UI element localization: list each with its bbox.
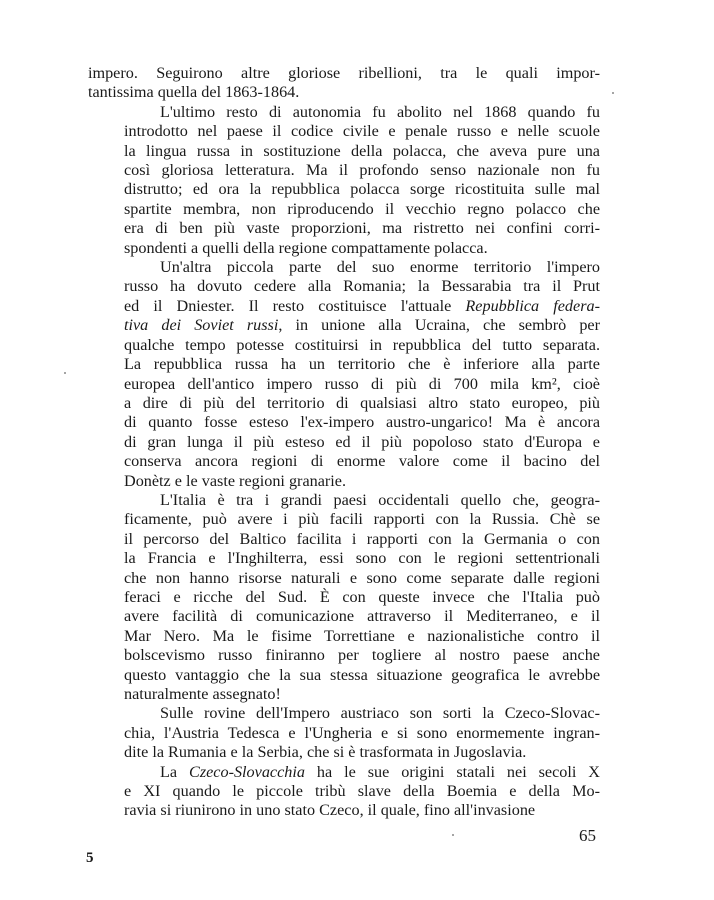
text-segment: introdotto nel paese il codice civile e penale russo e nelle scuole — [124, 122, 600, 141]
paragraph — [88, 258, 600, 491]
text-segment: avere facilità di comunicazione attraverso il Mediterraneo, e il — [124, 607, 600, 626]
paragraph — [88, 103, 600, 258]
text-line — [88, 510, 600, 529]
text-segment: ha le sue origini statali nei secoli X — [304, 762, 601, 781]
text-line — [88, 801, 600, 820]
italic-text: Repubblica federa- — [465, 296, 600, 315]
text-line — [88, 336, 600, 355]
text-line — [88, 549, 600, 568]
text-segment: conserva ancora regioni di enorme valore come il bacino del — [124, 452, 600, 471]
text-segment: impero. Seguirono altre gloriose ribellioni, tra le quali impor- — [88, 64, 600, 82]
text-line — [88, 180, 600, 199]
text-segment: questo vantaggio che la sua stessa situazione geografica le avrebbe — [124, 665, 600, 684]
text-line — [88, 607, 600, 626]
text-line — [88, 142, 600, 161]
text-line — [88, 588, 600, 607]
text-line — [88, 646, 600, 665]
text-segment: ficamente, può avere i più facili rapporti con la Russia. Chè se — [124, 510, 600, 529]
text-segment: di quanto fosse esteso l'ex-impero austro-ungarico! Ma è ancora — [124, 413, 600, 432]
text-segment: ed il Dniester. Il resto costituisce l'attuale — [124, 296, 466, 315]
text-segment: la Francia e l'Inghilterra, essi sono con le regioni settentrionali — [124, 549, 600, 568]
page-number: 65 — [579, 826, 596, 845]
text-segment: naturalmente assegnato! — [124, 685, 281, 703]
text-line — [88, 627, 600, 646]
text-line — [88, 491, 600, 510]
text-line — [88, 413, 600, 432]
paragraph — [88, 763, 600, 821]
text-line — [88, 122, 600, 141]
text-segment: spartite membra, non riproducendo il vecchio regno polacco che — [124, 199, 600, 218]
text-segment: L'ultimo resto di autonomia fu abolito nel 1868 quando fu — [160, 102, 600, 121]
text-segment: Sulle rovine dell'Impero austriaco son sorti la Czeco-Slovac- — [160, 704, 600, 723]
print-speck — [64, 372, 66, 374]
text-segment: e XI quando le piccole tribù slave della Boemia e della Mo- — [124, 782, 600, 801]
text-segment: chia, l'Austria Tedesca e l'Ungheria e si sono enormemente ingran- — [124, 723, 600, 742]
text-segment: tantissima quella del 1863-1864. — [88, 83, 300, 102]
text-line — [88, 375, 600, 394]
text-line — [88, 433, 600, 452]
text-segment: così gloriosa letteratura. Ma il profondo senso nazionale non fu — [124, 161, 600, 180]
text-segment: ravia si riunirono in uno stato Czeco, il quale, fino all'invasione — [124, 801, 536, 820]
text-line — [88, 200, 600, 219]
text-line — [88, 394, 600, 413]
text-segment: spondenti a quelli della regione compattamente polacca. — [124, 238, 488, 257]
text-segment: Mar Nero. Ma le fisime Torrettiane e nazionalistiche contro il — [124, 626, 600, 645]
text-segment: la lingua russa in sostituzione della polacca, che aveva pure una — [124, 141, 600, 160]
text-line — [88, 161, 600, 180]
text-line — [88, 763, 600, 782]
text-segment: a dire di più del territorio di qualsiasi altro stato europeo, più — [124, 393, 600, 412]
text-line — [88, 782, 600, 801]
italic-text: Czeco-Slovacchia — [189, 762, 305, 781]
text-line — [88, 239, 600, 258]
text-line — [88, 277, 600, 296]
text-line — [88, 297, 600, 316]
body-text — [88, 64, 600, 821]
text-segment: L'Italia è tra i grandi paesi occidentali quello che, geogra- — [160, 490, 600, 509]
paragraph — [88, 704, 600, 762]
text-line — [88, 569, 600, 588]
text-line — [88, 472, 600, 491]
text-line — [88, 666, 600, 685]
text-line — [88, 743, 600, 762]
print-speck — [452, 834, 454, 836]
text-segment: era di ben più vaste proporzioni, ma ristretto nei confini corri- — [124, 219, 600, 238]
text-segment: La repubblica russa ha un territorio che è inferiore alla parte — [124, 355, 600, 374]
text-line — [88, 103, 600, 122]
paragraph — [88, 64, 600, 103]
text-segment: russo ha dovuto cedere alla Romania; la Bessarabia tra il Prut — [124, 277, 600, 296]
text-line — [88, 219, 600, 238]
text-line — [88, 258, 600, 277]
text-line — [88, 64, 600, 83]
text-line — [88, 724, 600, 743]
text-line — [88, 355, 600, 374]
italic-text: tiva dei Soviet russi — [124, 316, 279, 335]
text-line — [88, 685, 600, 704]
text-segment: europea dell'antico impero russo di più di 700 mila km², cioè — [124, 374, 600, 393]
text-line — [88, 704, 600, 723]
text-segment: Un'altra piccola parte del suo enorme territorio l'impero — [160, 258, 600, 277]
text-line — [88, 83, 600, 102]
text-segment: feraci e ricche del Sud. È con queste invece che l'Italia può — [124, 587, 600, 606]
text-segment: il percorso del Baltico facilita i rapporti con la Germania o con — [124, 529, 600, 548]
text-segment: di gran lunga il più esteso ed il più popoloso stato d'Europa e — [124, 432, 600, 451]
paragraph — [88, 491, 600, 704]
text-segment: La — [160, 762, 190, 781]
signature-mark: 5 — [86, 850, 94, 866]
text-segment: qualche tempo potesse costituirsi in repubblica del tutto separata. — [124, 335, 600, 354]
text-segment: bolscevismo russo finiranno per togliere al nostro paese anche — [124, 646, 600, 665]
text-line — [88, 452, 600, 471]
text-segment: dite la Rumania e la Serbia, che si è trasformata in Jugoslavia. — [124, 743, 527, 762]
print-speck — [612, 92, 614, 94]
text-segment: Donètz e le vaste regioni granarie. — [124, 471, 347, 490]
text-segment: distrutto; ed ora la repubblica polacca sorge ricostituita sulle mal — [124, 180, 600, 199]
text-segment: , in unione alla Ucraina, che sembrò per — [278, 316, 600, 335]
text-segment: che non hanno risorse naturali e sono come separate dalle regioni — [124, 568, 600, 587]
text-line — [88, 316, 600, 335]
text-line — [88, 530, 600, 549]
